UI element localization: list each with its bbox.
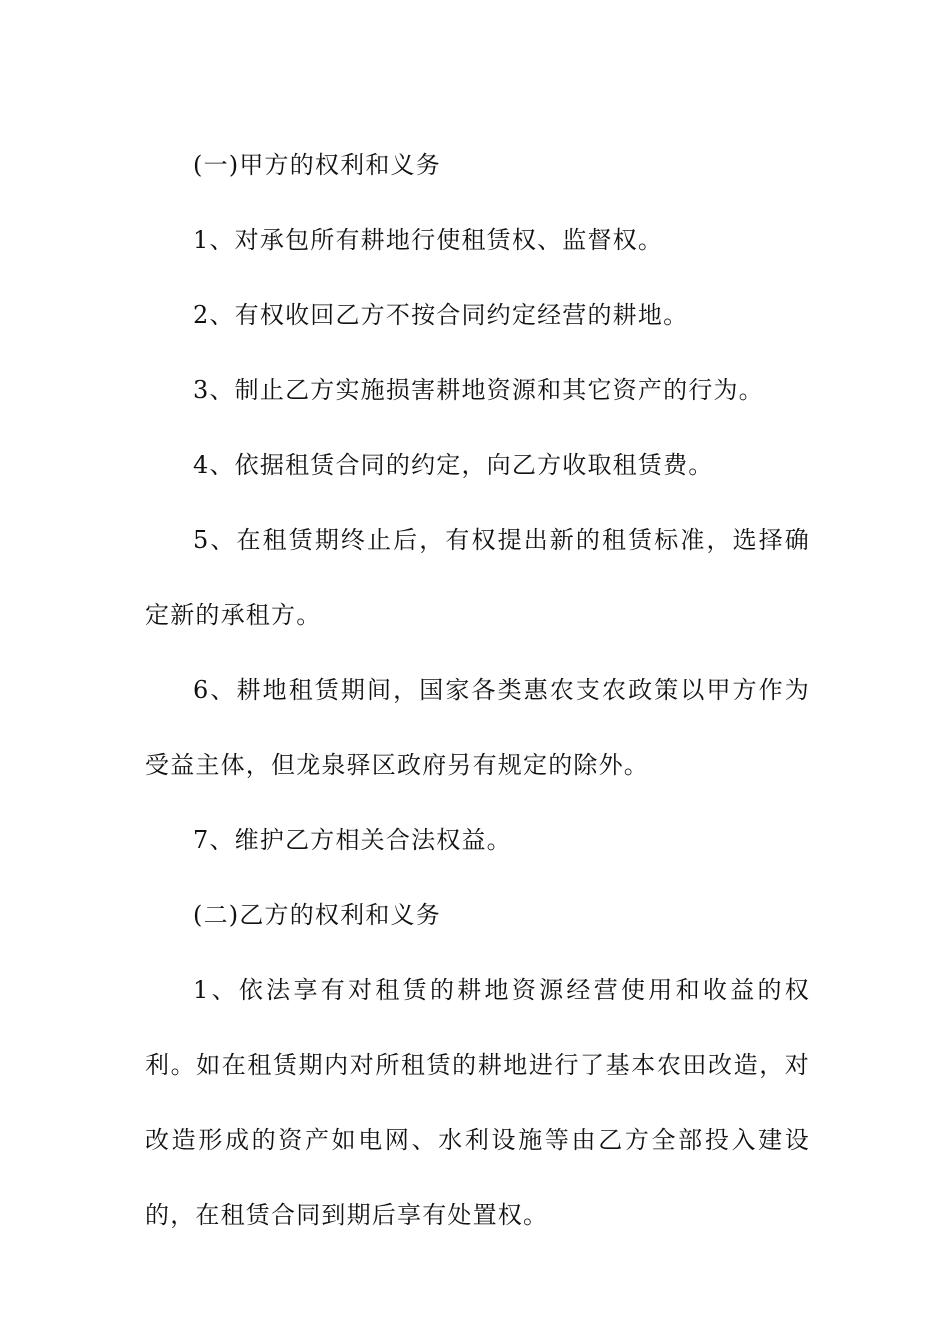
party-a-item-5: 5、在租赁期终止后，有权提出新的租赁标准，选择确定新的承租方。: [145, 526, 810, 629]
document-body: [145, 128, 810, 1253]
party-a-item-2: 2、有权收回乙方不按合同约定经营的耕地。: [193, 301, 689, 329]
section-heading-party-a: (一)甲方的权利和义务: [193, 151, 441, 179]
section-heading-party-b: (二)乙方的权利和义务: [193, 901, 441, 929]
party-a-item-7: 7、维护乙方相关合法权益。: [193, 826, 512, 854]
party-a-item-1: 1、对承包所有耕地行使租赁权、监督权。: [193, 226, 664, 254]
party-b-item-1: 1、依法享有对租赁的耕地资源经营使用和收益的权利。如在租赁期内对所租赁的耕地进行了基本农田改造，对改造形成的资产如电网、水利设施等由乙方全部投入建设的，在租赁合同到期后享有处置权。: [145, 976, 810, 1229]
party-a-item-4: 4、依据租赁合同的约定，向乙方收取租赁费。: [193, 451, 714, 479]
party-a-item-6: 6、耕地租赁期间，国家各类惠农支农政策以甲方作为受益主体，但龙泉驿区政府另有规定的除外。: [145, 676, 810, 779]
party-a-item-3: 3、制止乙方实施损害耕地资源和其它资产的行为。: [193, 376, 764, 404]
